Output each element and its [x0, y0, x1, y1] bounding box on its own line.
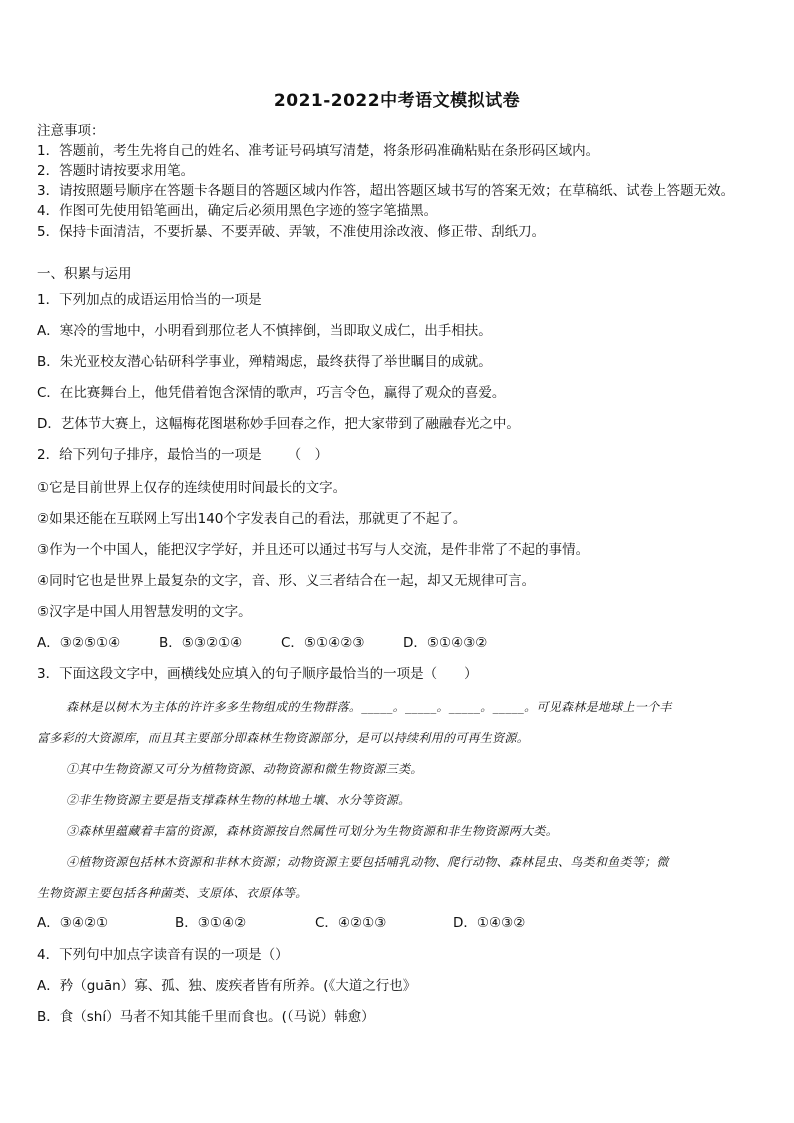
answer-paren: （ ） [287, 447, 329, 463]
notice-item: 2．答题时请按要求用笔。 [37, 163, 195, 179]
page-title: 2021-2022中考语文模拟试卷 [273, 91, 521, 111]
answer-option: B．食（shí）马者不知其能千里而食也。(（马说）韩愈） [37, 1009, 375, 1025]
question-stem: 1．下列加点的成语运用恰当的一项是 [37, 292, 262, 308]
sentence-item: 生物资源主要包括各种菌类、支原体、衣原体等。 [37, 886, 308, 900]
sentence-item: ④植物资源包括林木资源和非林木资源；动物资源主要包括哺乳动物、爬行动物、森林昆虫、鸟类和鱼类等；微 [66, 855, 669, 869]
answer-option: C．④②①③ [315, 915, 387, 931]
notice-item: 3．请按照题号顺序在答题卡各题目的答题区域内作答，超出答题区域书写的答案无效；在草稿纸、试卷上答题无效。 [37, 183, 735, 199]
answer-option: A．寒冷的雪地中，小明看到那位老人不慎摔倒，当即取义成仁，出手相扶。 [37, 323, 492, 339]
answer-option: A．矜（guān）寡、孤、独、废疾者皆有所养。(《大道之行也》 [37, 978, 417, 994]
sentence-item: ④同时它也是世界上最复杂的文字，音、形、义三者结合在一起，却又无规律可言。 [37, 573, 536, 589]
notice-item: 1．答题前，考生先将自己的姓名、准考证号码填写清楚，将条形码准确粘贴在条形码区域内。 [37, 143, 600, 159]
sentence-item: ③作为一个中国人，能把汉字学好，并且还可以通过书写与人交流，是件非常了不起的事情。 [37, 542, 590, 558]
answer-option: D．⑤①④③② [403, 635, 488, 651]
question-stem: 4．下列句中加点字读音有误的一项是（） [37, 947, 289, 963]
question-stem: 3．下面这段文字中，画横线处应填入的句子顺序最恰当的一项是（ ） [37, 666, 478, 682]
notice-item: 4．作图可先使用铅笔画出，确定后必须用黑色字迹的签字笔描黑。 [37, 203, 438, 219]
answer-option: A．③④②① [37, 915, 109, 931]
notice-heading: 注意事项： [37, 123, 105, 139]
answer-option: D．①④③② [453, 915, 526, 931]
sentence-item: ⑤汉字是中国人用智慧发明的文字。 [37, 604, 252, 620]
answer-option: B．朱光亚校友潜心钻研科学事业，殚精竭虑，最终获得了举世瞩目的成就。 [37, 354, 492, 370]
question-stem: 2．给下列句子排序，最恰当的一项是 [37, 447, 262, 463]
options-row [37, 634, 487, 652]
answer-option: C．⑤①④②③ [281, 635, 365, 651]
passage-text: 森林是以树木为主体的许许多多生物组成的生物群落。_____。_____。_____。_____。可见森林是地球上一个丰 [66, 700, 672, 714]
sentence-item: ③森林里蕴藏着丰富的资源，森林资源按自然属性可划分为生物资源和非生物资源两大类。 [66, 824, 559, 838]
sentence-item: ②如果还能在互联网上写出140个字发表自己的看法，那就更了不起了。 [37, 511, 467, 527]
answer-option: A．③②⑤①④ [37, 635, 121, 651]
sentence-item: ②非生物资源主要是指支撑森林生物的林地土壤、水分等资源。 [66, 793, 411, 807]
passage-text: 富多彩的大资源库，而且其主要部分即森林生物资源部分，是可以持续利用的可再生资源。 [37, 731, 530, 745]
answer-option: C．在比赛舞台上，他凭借着饱含深情的歌声，巧言令色，赢得了观众的喜爱。 [37, 385, 506, 401]
answer-option: B．⑤③②①④ [159, 635, 243, 651]
answer-option: B．③①④② [175, 915, 247, 931]
options-row [37, 914, 525, 932]
sentence-item: ①它是目前世界上仅存的连续使用时间最长的文字。 [37, 480, 347, 496]
section-heading: 一、积累与运用 [37, 266, 132, 282]
question-stem-row [37, 446, 328, 464]
answer-option: D．艺体节大赛上，这幅梅花图堪称妙手回春之作，把大家带到了融融春光之中。 [37, 416, 520, 432]
sentence-item: ①其中生物资源又可分为植物资源、动物资源和微生物资源三类。 [66, 762, 423, 776]
notice-item: 5．保持卡面清洁，不要折暴、不要弄破、弄皱，不准使用涂改液、修正带、刮纸刀。 [37, 224, 546, 240]
